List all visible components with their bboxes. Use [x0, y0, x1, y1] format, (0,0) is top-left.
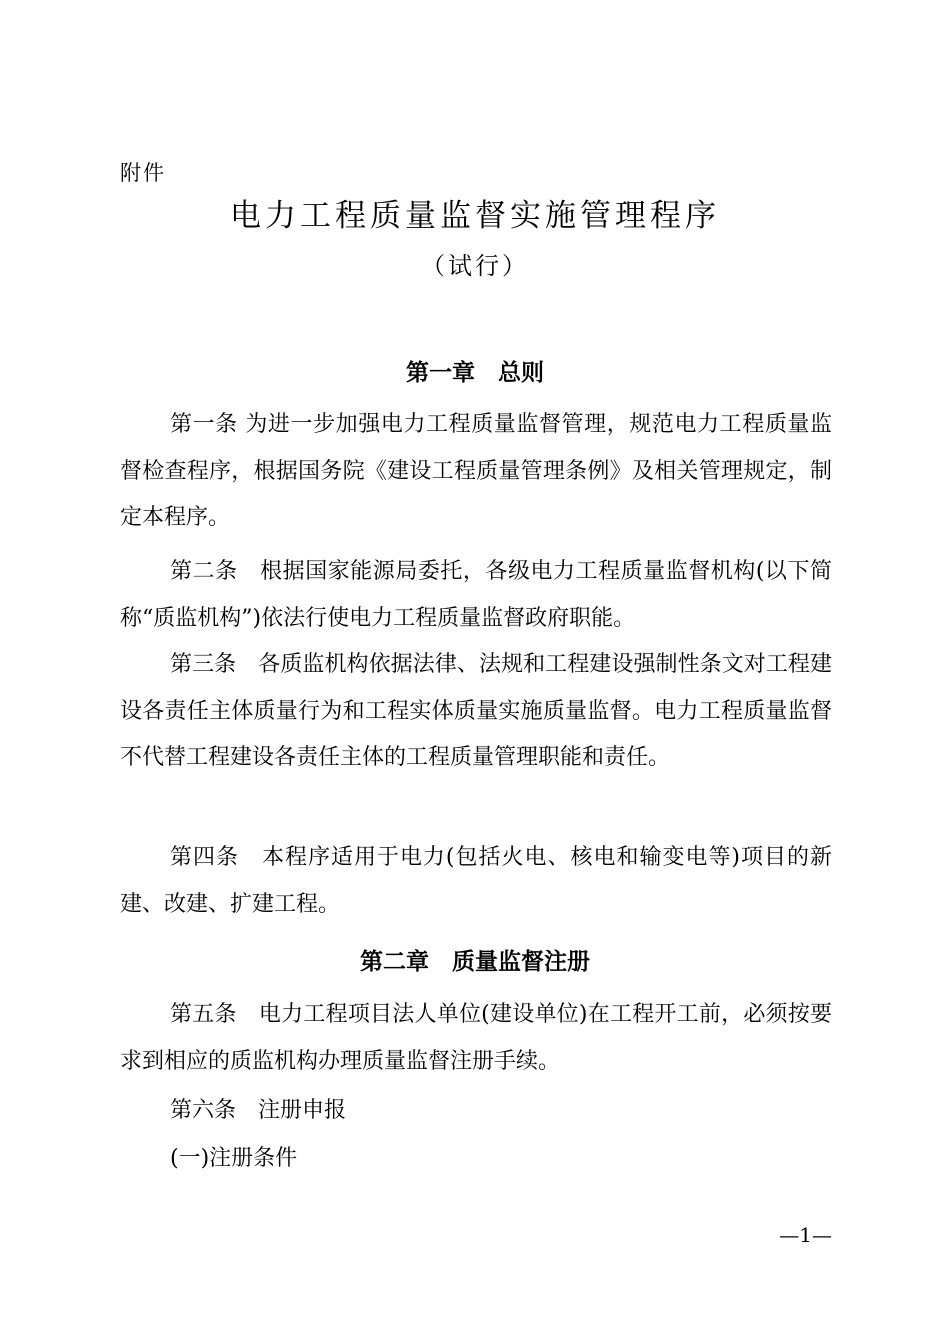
article-3: 第三条 各质监机构依据法律、法规和工程建设强制性条文对工程建设各责任主体质量行为和工程实体质量实施质量监督。电力工程质量监督不代替工程建设各责任主体的工程质量管理职能和责任。	[120, 652, 832, 770]
document-subtitle: （试行）	[421, 252, 529, 280]
article-6: 第六条 注册申报	[170, 1098, 347, 1123]
page-number: —1—	[779, 1223, 832, 1247]
chapter-heading-2: 第二章 质量监督注册	[360, 949, 590, 975]
document-title: 电力工程质量监督实施管理程序	[230, 198, 720, 234]
article-1: 第一条 为进一步加强电力工程质量监督管理，规范电力工程质量监督检查程序，根据国务院《建设工程质量管理条例》及相关管理规定，制定本程序。	[120, 412, 832, 530]
article-2: 第二条 根据国家能源局委托，各级电力工程质量监督机构(以下简称“质监机构”)依法行使电力工程质量监督政府职能。	[120, 559, 832, 631]
chapter-heading-1: 第一章 总则	[406, 360, 544, 386]
article-4: 第四条 本程序适用于电力(包括火电、核电和输变电等)项目的新建、改建、扩建工程。	[120, 845, 832, 917]
article-5: 第五条 电力工程项目法人单位(建设单位)在工程开工前，必须按要求到相应的质监机构办理质量监督注册手续。	[120, 1002, 832, 1074]
article-6-item-1: (一)注册条件	[170, 1146, 298, 1171]
attachment-label: 附件	[120, 161, 166, 185]
